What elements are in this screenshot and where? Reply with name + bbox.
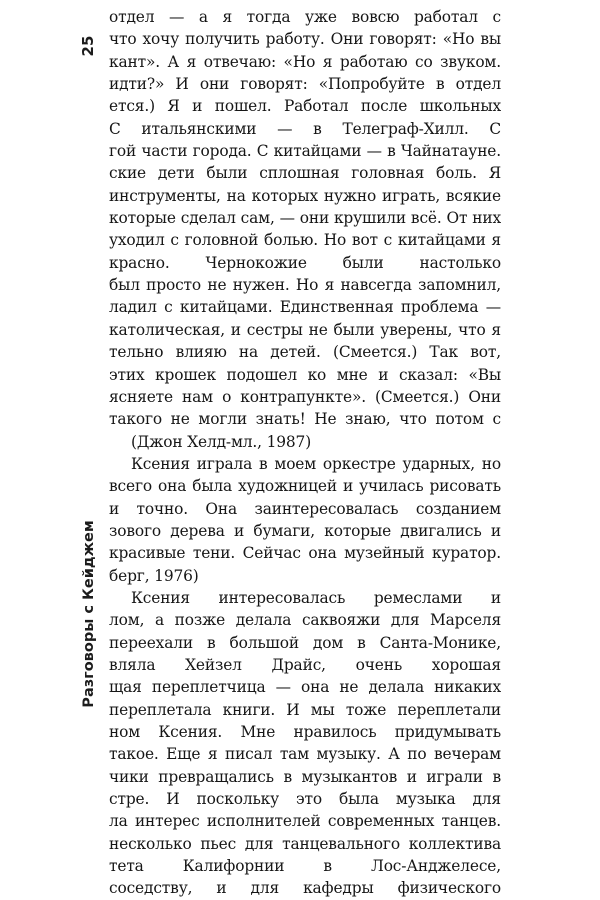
text-line: берг, 1976) xyxy=(109,566,199,585)
text-line: зового дерева и бумаги, которые двигались и xyxy=(109,521,501,540)
text-line: (Джон Хелд-мл., 1987) xyxy=(131,432,312,451)
text-line: уходил с головной болью. Но вот с китайцами я xyxy=(109,231,501,250)
text-line: ла интерес исполнителей современных танцев. xyxy=(109,812,501,831)
text-line: Ксения играла в моем оркестре ударных, но xyxy=(131,454,501,473)
text-line: стре. И поскольку это была музыка для xyxy=(109,790,501,809)
text-line: такого не могли знать! Не знаю, что потом с xyxy=(109,410,501,429)
page-number: 25 xyxy=(79,35,97,57)
text-line: тельно влияю на детей. (Смеется.) Так вот, xyxy=(109,343,501,362)
body-text xyxy=(109,6,501,900)
text-line: чики превращались в музыкантов и играли в xyxy=(109,767,501,786)
text-line: переехали в большой дом в Санта-Монике, xyxy=(109,633,501,652)
text-line: католическая, и сестры не были уверены, что я xyxy=(109,320,501,339)
text-line: вляла Хейзел Драйс, очень хорошая xyxy=(109,655,501,674)
text-line: С итальянскими — в Телеграф-Хилл. С xyxy=(109,119,501,138)
text-line: красивые тени. Сейчас она музейный куратор. xyxy=(109,544,501,563)
text-line: гой части города. С китайцами — в Чайнатауне. xyxy=(109,142,501,161)
text-line: которые сделал сам, — они крушили всё. От них xyxy=(109,209,501,228)
text-line: ном Ксения. Мне нравилось придумывать xyxy=(109,723,501,741)
page-margin xyxy=(0,0,100,750)
text-line: щая переплетчица — она не делала никаких xyxy=(109,678,501,697)
text-line: соседству, и для кафедры физического xyxy=(109,879,501,898)
running-head: Разговоры с Кейджем xyxy=(81,520,97,708)
text-line: этих крошек подошел ко мне и сказал: «Вы xyxy=(109,365,501,384)
text-line: красно. Чернокожие были настолько xyxy=(109,253,501,272)
text-line: инструменты, на которых нужно играть, всякие xyxy=(109,186,501,205)
text-line: лом, а позже делала саквояжи для Марселя xyxy=(109,611,501,630)
text-line: переплетала книги. И мы тоже переплетали xyxy=(109,700,501,719)
text-line: ясняете нам о контрапункте». (Смеется.) Они xyxy=(109,387,501,406)
text-line: ские дети были сплошная головная боль. Я xyxy=(109,164,501,183)
text-line: ладил с китайцами. Единственная проблема — xyxy=(109,298,501,317)
text-line: всего она была художницей и училась рисовать xyxy=(109,477,501,496)
text-line: ется.) Я и пошел. Работал после школьных xyxy=(109,97,501,116)
text-line: кант». А я отвечаю: «Но я работаю со звуком. xyxy=(109,52,501,71)
text-line: что хочу получить работу. Они говорят: «Но вы xyxy=(109,30,501,49)
text-line: идти?» И они говорят: «Попробуйте в отдел xyxy=(109,75,501,94)
text-line: Ксения интересовалась ремеслами и xyxy=(131,588,501,607)
text-line: и точно. Она заинтересовалась созданием xyxy=(109,499,501,518)
text-line: отдел — а я тогда уже вовсю работал с xyxy=(109,8,501,26)
text-line: тета Калифорнии в Лос-Анджелесе, xyxy=(109,857,501,876)
text-line: был просто не нужен. Но я навсегда запомнил, xyxy=(109,276,501,295)
text-line: несколько пьес для танцевального коллектива xyxy=(109,834,501,853)
text-line: такое. Еще я писал там музыку. А по вечерам xyxy=(109,745,501,764)
